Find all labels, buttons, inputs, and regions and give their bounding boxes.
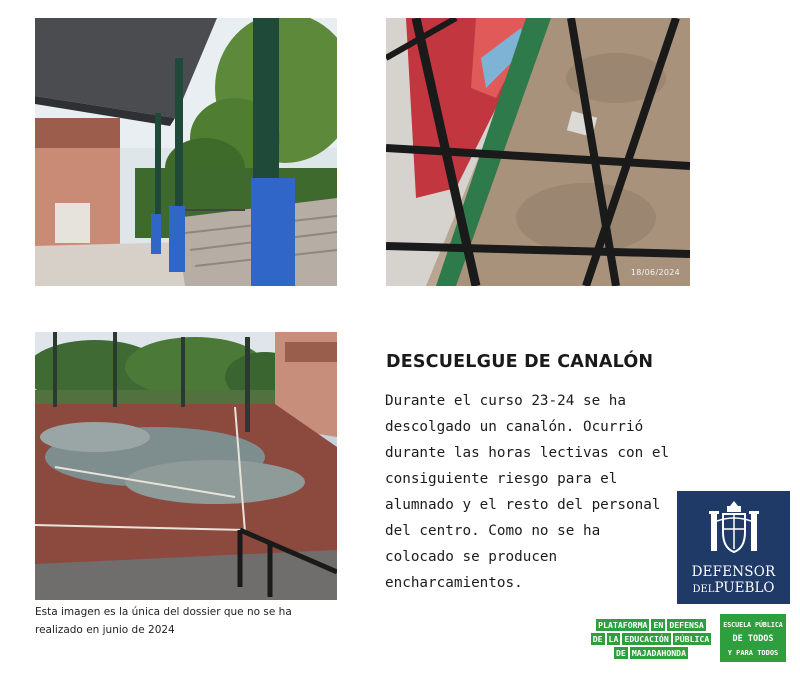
- photo-flooded-court: [35, 332, 337, 600]
- plataforma-line3: DE MAJADAHONDA: [615, 648, 687, 658]
- photo-caption: Esta imagen es la única del dossier que no se ha realizado en junio de 2024: [35, 606, 292, 636]
- defensor-line2: DELPUEBLO: [692, 580, 775, 596]
- plataforma-line2: DE LA EDUCACIÓN PÚBLICA: [592, 634, 710, 644]
- plataforma-line1: PLATAFORMA EN DEFENSA: [598, 620, 704, 630]
- plataforma-educacion-logo: [585, 619, 717, 661]
- defensor-line1: DEFENSOR: [691, 564, 776, 580]
- section-heading: DESCUELGUE DE CANALÓN: [386, 352, 654, 372]
- section-body: Durante el curso 23-24 se ha descolgado un canalón. Ocurrió durante las horas lectivas con el consiguiente riesgo para el alumnado y el resto del personal del centro. Como no se ha colocado se producen encharcamientos.: [385, 393, 670, 591]
- royal-crest-icon: [703, 499, 765, 559]
- defensor-del-pueblo-logo: [677, 491, 790, 604]
- photo-fence-ground: [386, 18, 690, 286]
- photo-date-stamp: 18/06/2024: [630, 268, 680, 277]
- photo-courtyard: [35, 18, 337, 286]
- escuela-publica-logo: ESCUELA PÚBLICA DE TODOS Y PARA TODOS: [720, 614, 786, 662]
